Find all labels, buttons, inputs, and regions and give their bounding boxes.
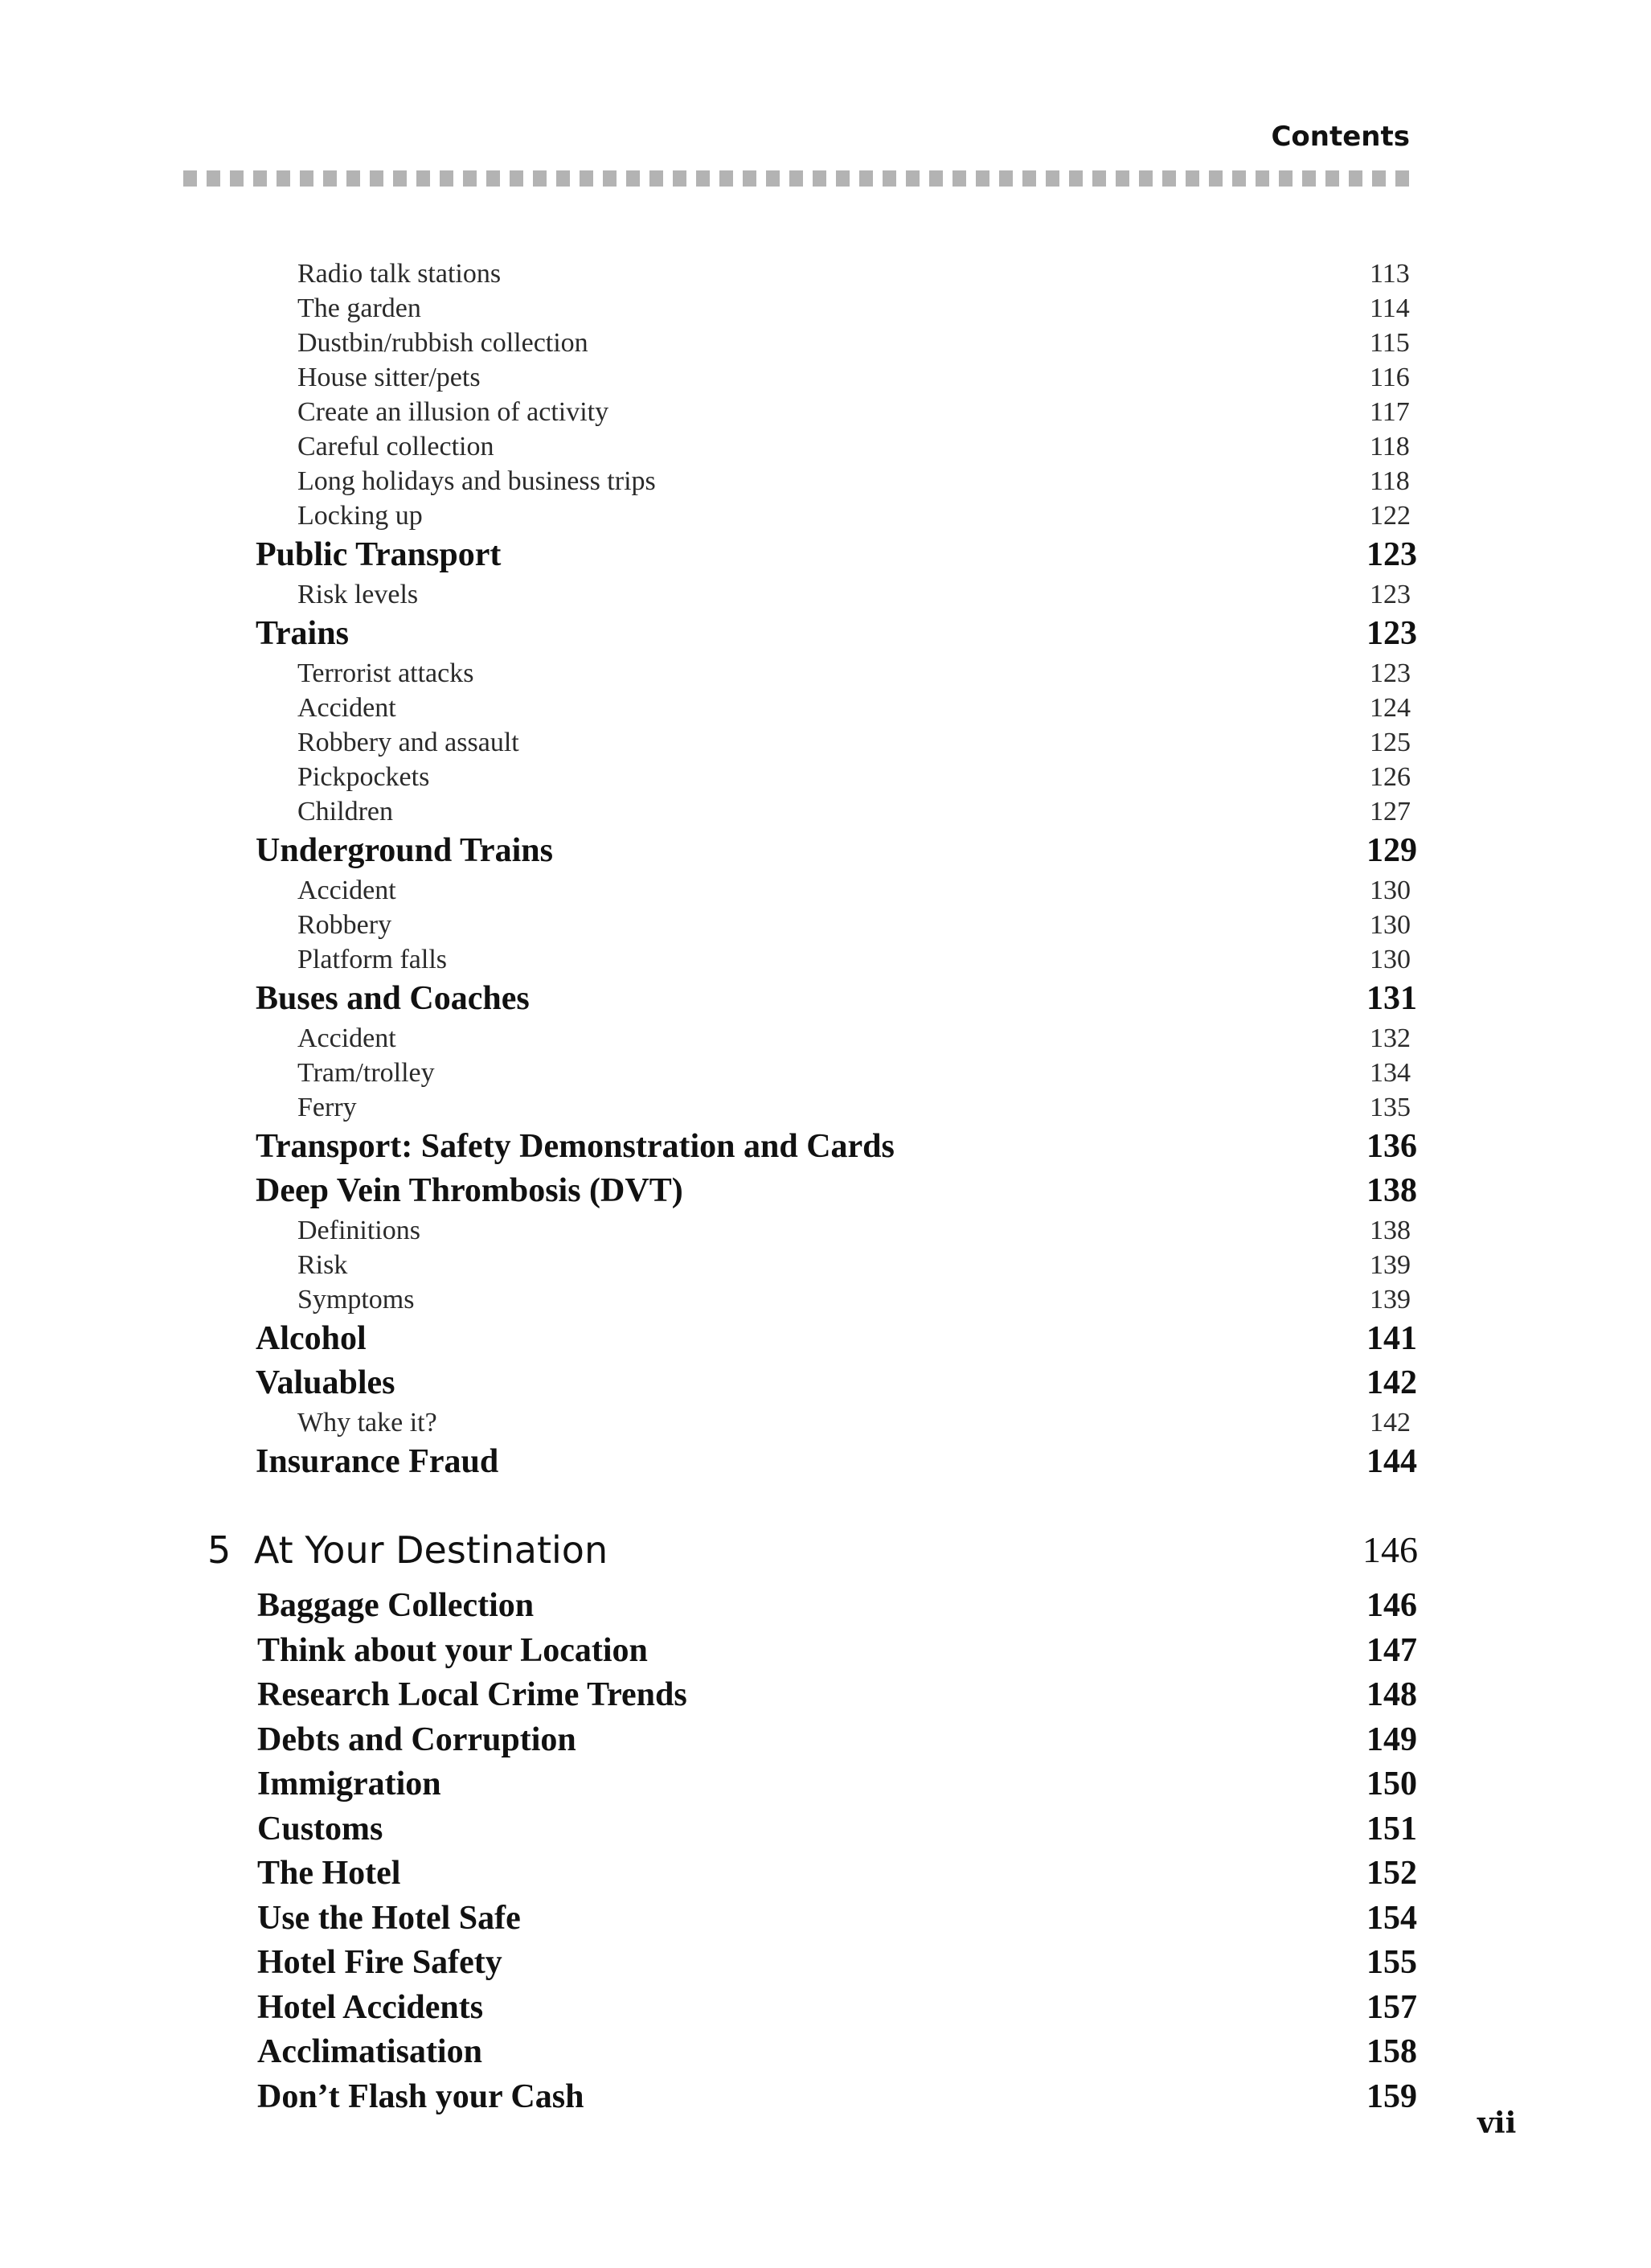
toc-section-entry[interactable]: [0, 1586, 1651, 1631]
toc-entry-title: The Hotel: [257, 1855, 401, 1892]
toc-entry-title: Hotel Accidents: [257, 1988, 484, 2026]
toc-entry-title: Use the Hotel Safe: [257, 1899, 521, 1937]
toc-subsection-entry[interactable]: [0, 1093, 1651, 1127]
toc-entry-title: The garden: [297, 293, 421, 323]
toc-entry-title: Tram/trolley: [297, 1058, 435, 1088]
toc-subsection-entry[interactable]: [0, 293, 1651, 328]
toc-entry-title: Immigration: [257, 1766, 441, 1803]
toc-section-entry[interactable]: [0, 1319, 1651, 1364]
toc-subsection-entry[interactable]: [0, 580, 1651, 614]
toc-entry-title: Terrorist attacks: [297, 658, 474, 688]
toc-entry-page: 131: [1366, 980, 1417, 1017]
toc-subsection-entry[interactable]: [0, 1285, 1651, 1319]
toc-entry-page: 141: [1366, 1320, 1417, 1357]
toc-entry-title: Robbery: [297, 910, 392, 940]
toc-entry-title: Create an illusion of activity: [297, 397, 609, 427]
toc-subsection-entry[interactable]: [0, 910, 1651, 945]
toc-entry-page: 113: [1370, 259, 1410, 289]
toc-entry-title: Children: [297, 797, 393, 826]
toc-entry-page: 155: [1366, 1944, 1417, 1981]
toc-section-entry[interactable]: [0, 1899, 1651, 1944]
toc-subsection-entry[interactable]: [0, 693, 1651, 728]
toc-entry-title: Risk: [297, 1250, 348, 1280]
toc-entry-page: 124: [1370, 693, 1411, 723]
toc-entry-page: 154: [1366, 1899, 1417, 1937]
toc-entry-page: 122: [1370, 501, 1411, 531]
toc-entry-page: 150: [1366, 1766, 1417, 1803]
toc-subsection-entry[interactable]: [0, 1023, 1651, 1058]
toc-entry-page: 126: [1370, 762, 1411, 792]
toc-entry-page: 142: [1366, 1364, 1417, 1401]
toc-section-entry[interactable]: [0, 1171, 1651, 1216]
toc-entry-page: 118: [1370, 466, 1410, 496]
toc-entry-page: 159: [1366, 2077, 1417, 2115]
chapter-number: 5: [207, 1528, 231, 1572]
toc-section-entry[interactable]: [0, 1720, 1651, 1766]
toc-subsection-entry[interactable]: [0, 1408, 1651, 1442]
toc-section-entry[interactable]: [0, 979, 1651, 1023]
toc-subsection-entry[interactable]: [0, 945, 1651, 979]
toc-entry-title: Radio talk stations: [297, 259, 502, 289]
toc-entry-page: 127: [1370, 797, 1411, 826]
toc-section-entry[interactable]: [0, 1765, 1651, 1810]
toc-section-entry[interactable]: [0, 1364, 1651, 1408]
toc-entry-page: 139: [1370, 1250, 1411, 1280]
toc-entry-page: 139: [1370, 1285, 1411, 1314]
toc-entry-page: 135: [1370, 1093, 1411, 1122]
toc-entry-page: 117: [1370, 397, 1410, 427]
toc-entry-title: Valuables: [256, 1364, 395, 1401]
toc-entry-title: Deep Vein Thrombosis (DVT): [256, 1172, 683, 1209]
toc-entry-title: Trains: [256, 615, 349, 652]
toc-entry-title: Public Transport: [256, 536, 502, 573]
toc-section-entry[interactable]: [0, 1988, 1651, 2033]
toc-entry-page: 118: [1370, 432, 1410, 461]
toc-entry-page: 148: [1366, 1676, 1417, 1713]
toc-section-entry[interactable]: [0, 2077, 1651, 2122]
toc-entry-title: Underground Trains: [256, 832, 553, 869]
toc-subsection-entry[interactable]: [0, 658, 1651, 693]
toc-entry-title: Transport: Safety Demonstration and Cards: [256, 1128, 895, 1165]
toc-subsection-entry[interactable]: [0, 1216, 1651, 1250]
toc-entry-page: 138: [1366, 1172, 1417, 1209]
toc-section-entry[interactable]: [0, 831, 1651, 876]
toc-entry-page: 136: [1366, 1128, 1417, 1165]
toc-entry-page: 134: [1370, 1058, 1411, 1088]
toc-entry-page: 130: [1370, 910, 1411, 940]
toc-entry-title: Baggage Collection: [257, 1587, 535, 1624]
toc-entry-title: Think about your Location: [257, 1631, 648, 1669]
running-header-title: Contents: [1271, 121, 1410, 153]
toc-section-entry[interactable]: [0, 535, 1651, 580]
toc-entry-page: 152: [1366, 1855, 1417, 1892]
toc-subsection-entry[interactable]: [0, 363, 1651, 397]
toc-subsection-entry[interactable]: [0, 432, 1651, 466]
toc-entry-title: Long holidays and business trips: [297, 466, 656, 496]
toc-entry-title: Symptoms: [297, 1285, 415, 1314]
toc-entry-page: 130: [1370, 876, 1411, 905]
toc-entry-title: Robbery and assault: [297, 728, 519, 757]
toc-entry-title: Accident: [297, 693, 396, 723]
toc-entry-page: 138: [1370, 1216, 1411, 1245]
toc-entry-page: 116: [1370, 363, 1410, 392]
toc-entry-title: Ferry: [297, 1093, 357, 1122]
toc-entry-page: 157: [1366, 1988, 1417, 2026]
toc-subsection-entry[interactable]: [0, 1058, 1651, 1093]
toc-entry-title: Customs: [257, 1810, 383, 1848]
toc-entry-page: 123: [1366, 536, 1417, 573]
toc-entry-page: 123: [1370, 580, 1411, 609]
toc-entry-page: 125: [1370, 728, 1411, 757]
toc-entry-page: 130: [1370, 945, 1411, 974]
chapter-spacer: [0, 1487, 1651, 1533]
toc-entry-page: 147: [1366, 1631, 1417, 1669]
toc-entry-title: Accident: [297, 876, 396, 905]
toc-chapter-entry[interactable]: [0, 1528, 1651, 1586]
toc-subsection-entry[interactable]: [0, 397, 1651, 432]
toc-section-entry[interactable]: [0, 1854, 1651, 1899]
toc-entry-title: Research Local Crime Trends: [257, 1676, 687, 1713]
toc-entry-page: 146: [1366, 1587, 1417, 1624]
toc-entry-title: Hotel Fire Safety: [257, 1944, 502, 1981]
toc-entry-title: Don’t Flash your Cash: [257, 2077, 584, 2115]
toc-entry-page: 149: [1366, 1720, 1417, 1758]
toc-subsection-entry[interactable]: [0, 466, 1651, 501]
toc-subsection-entry[interactable]: [0, 797, 1651, 831]
toc-subsection-entry[interactable]: [0, 259, 1651, 293]
toc-entry-title: House sitter/pets: [297, 363, 481, 392]
toc-subsection-entry[interactable]: [0, 501, 1651, 535]
toc-entry-page: 132: [1370, 1023, 1411, 1053]
toc-entry-page: 114: [1370, 293, 1410, 323]
toc-entry-page: 144: [1366, 1443, 1417, 1480]
toc-entry-title: Debts and Corruption: [257, 1720, 576, 1758]
toc-subsection-entry[interactable]: [0, 1250, 1651, 1285]
toc-entry-title: Platform falls: [297, 945, 448, 974]
toc-subsection-entry[interactable]: [0, 328, 1651, 363]
toc-section-entry[interactable]: [0, 1675, 1651, 1720]
toc-entry-page: 123: [1366, 615, 1417, 652]
toc-entry-title: Risk levels: [297, 580, 419, 609]
toc-entry-title: Pickpockets: [297, 762, 430, 792]
toc-entry-page: 146: [1362, 1529, 1418, 1570]
toc-subsection-entry[interactable]: [0, 762, 1651, 797]
toc-section-entry[interactable]: [0, 1442, 1651, 1487]
toc-entry-page: 142: [1370, 1408, 1411, 1437]
toc-entry-title: Definitions: [297, 1216, 420, 1245]
toc-entry-page: 151: [1366, 1810, 1417, 1848]
toc-entry-title: Why take it?: [297, 1408, 437, 1437]
toc-section-entry[interactable]: [0, 1810, 1651, 1855]
toc-entry-title: Insurance Fraud: [256, 1443, 499, 1480]
toc-entry-title: Alcohol: [256, 1320, 367, 1357]
toc-entry-title: Locking up: [297, 501, 423, 531]
page-number: vii: [1477, 2106, 1517, 2140]
toc-section-entry[interactable]: [0, 1631, 1651, 1676]
toc-subsection-entry[interactable]: [0, 876, 1651, 910]
toc-entry-title: Dustbin/rubbish collection: [297, 328, 588, 358]
toc-entry-title: Acclimatisation: [257, 2033, 482, 2070]
toc-subsection-entry[interactable]: [0, 728, 1651, 762]
toc-entry-page: 115: [1370, 328, 1410, 358]
toc-entry-title: Buses and Coaches: [256, 980, 530, 1017]
toc-section-entry[interactable]: [0, 614, 1651, 658]
toc-entry-page: 158: [1366, 2033, 1417, 2070]
header-dot-rule: [183, 170, 1413, 187]
toc-entry-title: At Your Destination: [254, 1528, 608, 1572]
toc-entry-title: Careful collection: [297, 432, 494, 461]
toc-entry-page: 129: [1366, 832, 1417, 869]
toc-entry-page: 123: [1370, 658, 1411, 688]
toc-section-entry[interactable]: [0, 2032, 1651, 2077]
toc-section-entry[interactable]: [0, 1127, 1651, 1171]
toc-entry-title: Accident: [297, 1023, 396, 1053]
toc-section-entry[interactable]: [0, 1943, 1651, 1988]
table-of-contents: [0, 259, 1651, 2122]
